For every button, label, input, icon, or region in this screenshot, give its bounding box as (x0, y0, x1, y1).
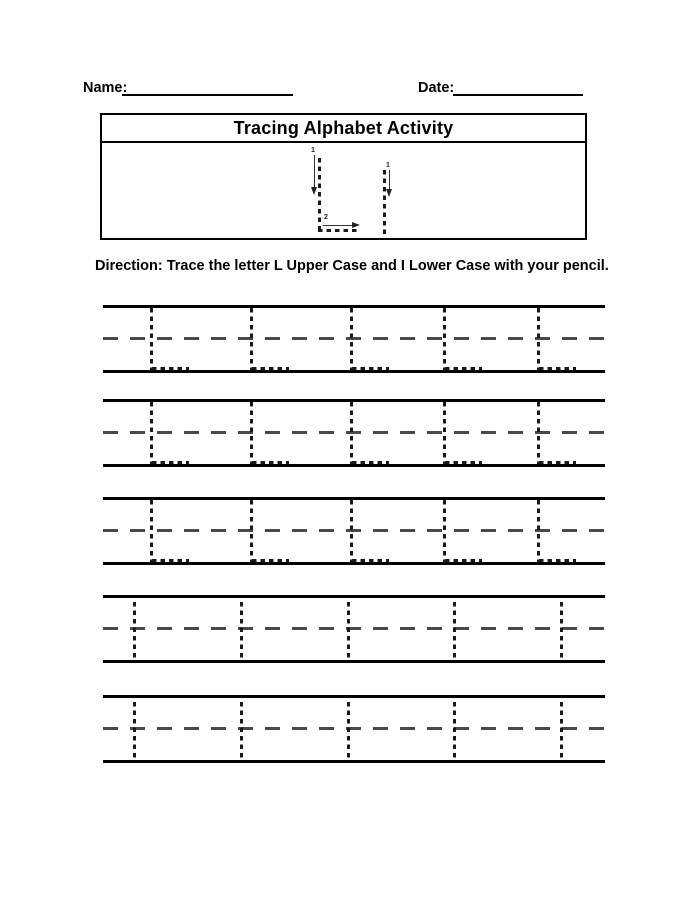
name-label: Name: (83, 80, 128, 96)
down-arrowhead-icon (311, 187, 317, 195)
dashed-guideline (103, 431, 605, 434)
title-box (100, 113, 587, 240)
stroke-1-label: 1 (311, 147, 315, 154)
stroke-2-label: 2 (324, 214, 328, 221)
tracing-row-uppercase (103, 305, 605, 373)
letter-demo-area (102, 143, 585, 236)
uppercase-l-stem-dashes (318, 158, 321, 231)
tracing-row-lowercase (103, 595, 605, 663)
lowercase-l-stem-dashes (383, 170, 386, 234)
practice-rows (103, 305, 605, 766)
dashed-guideline (103, 727, 605, 730)
down-arrow-icon (314, 155, 315, 188)
date-blank-line (453, 81, 583, 96)
down-arrowhead-icon (386, 189, 392, 197)
tracing-row-lowercase (103, 695, 605, 763)
direction-text: Direction: Trace the letter L Upper Case and I Lower Case with your pencil. (95, 258, 609, 274)
down-arrow-icon (389, 170, 390, 190)
right-arrow-icon (323, 225, 353, 226)
date-label: Date: (418, 80, 455, 96)
dashed-guideline (103, 627, 605, 630)
dashed-guideline (103, 337, 605, 340)
tracing-row-uppercase (103, 497, 605, 565)
tracing-row-uppercase (103, 399, 605, 467)
uppercase-l-foot-dashes (318, 229, 358, 232)
stroke-1-label: 1 (386, 162, 390, 169)
worksheet-title: Tracing Alphabet Activity (102, 115, 585, 143)
dashed-guideline (103, 529, 605, 532)
right-arrowhead-icon (352, 222, 360, 228)
name-blank-line (122, 81, 293, 96)
